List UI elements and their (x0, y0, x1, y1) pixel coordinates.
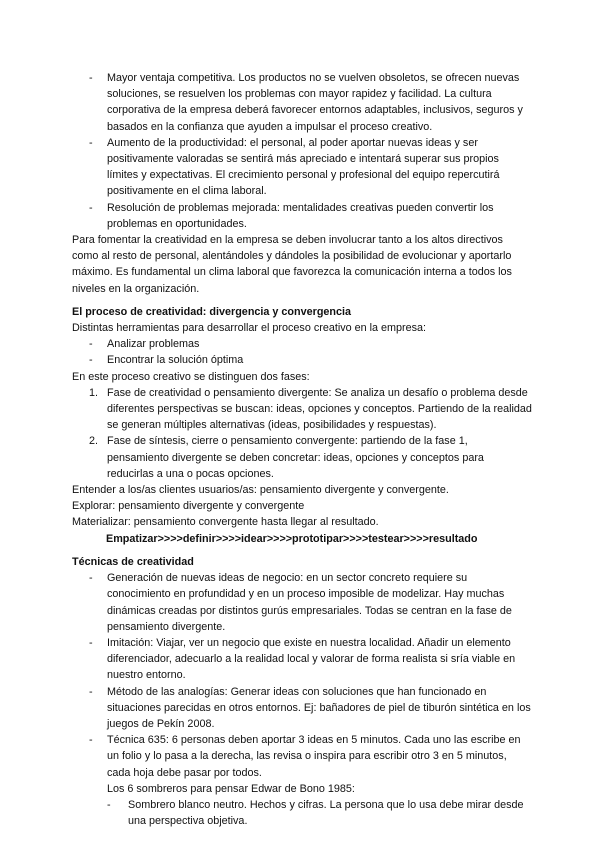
explorar-line: Explorar: pensamiento divergente y convergente (72, 500, 305, 513)
section-heading-tecnicas: Técnicas de creatividad (72, 555, 194, 568)
list-item: - Mayor ventaja competitiva. Los productos no se vuelven obsoletos, se ofrecen nuevas soluciones, se resuelven los problemas con mayor rapidez y facilidad. La cultura corporativa de la empresa deberá favorecer entornos adaptables, inclusivos, seguros y basados en la confianza que ayuden a impulsar el proceso creativo. (72, 70, 532, 135)
fomentar-paragraph: Para fomentar la creatividad en la empresa se deben involucrar tanto a los altos directivos como al resto de personal, alentándoles y dándoles la posibilidad de evolucionar y aportarlo máximo. Es fundamental un clima laboral que favorezca la comunicación interna a todos los niveles en la organización. (72, 234, 512, 295)
list-number: 1. (89, 386, 99, 399)
techniques-list (72, 570, 532, 781)
benefits-list (72, 70, 532, 232)
tools-intro: Distintas herramientas para desarrollar el proceso creativo en la empresa: (72, 322, 427, 335)
list-item: - Generación de nuevas ideas de negocio: en un sector concreto requiere su conocimiento en profundidad y en un proceso imposible de modelizar. Hay muchas dinámicas creadas por distintos gurús empresariales. Todas se centran en la fase de pensamiento divergente. (72, 570, 532, 635)
list-text: Fase de síntesis, cierre o pensamiento convergente: partiendo de la fase 1, pensamiento divergente se deben concretar: ideas, opciones y conceptos para reducirlas a una o pocas opciones. (107, 435, 484, 480)
phases-list (72, 385, 532, 482)
entender-line: Entender a los/as clientes usuarios/as: pensamiento divergente y convergente. (72, 484, 449, 497)
list-item: - Sombrero blanco neutro. Hechos y cifras. La persona que lo usa debe mirar desde una perspectiva objetiva. (72, 797, 532, 829)
list-text: Fase de creatividad o pensamiento divergente: Se analiza un desafío o problema desde diferentes perspectivas se buscan: ideas, opciones y conceptos. Partiendo de la realidad se generan múltiples alternativas (ideas, posibilidades y respuestas). (107, 386, 532, 432)
list-item (72, 385, 532, 434)
list-item: - Técnica 635: 6 personas deben aportar 3 ideas en 5 minutos. Cada uno las escribe en un folio y lo pasa a la derecha, las revisa o inspira para escribir otro 3 en 5 minutos, cada hoja debe pasar por todos. (72, 732, 532, 781)
list-item: - Analizar problemas (72, 336, 532, 352)
list-item: - Resolución de problemas mejorada: mentalidades creativas pueden convertir los problemas en oportunidades. (72, 200, 532, 232)
phases-intro: En este proceso creativo se distinguen dos fases: (72, 370, 310, 383)
list-item (72, 433, 532, 482)
sombreros-intro: Los 6 sombreros para pensar Edwar de Bono 1985: (107, 782, 355, 795)
list-item: - Encontrar la solución óptima (72, 352, 532, 368)
process-flow: Empatizar>>>>definir>>>>idear>>>>prototipar>>>>testear>>>>resultado (106, 532, 478, 545)
list-number: 2. (89, 435, 99, 448)
page-content (72, 70, 532, 829)
section-heading-proceso: El proceso de creatividad: divergencia y convergencia (72, 305, 352, 318)
list-item: - Imitación: Viajar, ver un negocio que existe en nuestra localidad. Añadir un elemento diferenciador, adecuarlo a la realidad local y valorar de forma realista si sría viable en nuestro entorno. (72, 635, 532, 684)
list-item: - Aumento de la productividad: el personal, al poder aportar nuevas ideas y ser positivamente valoradas se sentirá más apreciado e intentará superar sus propios límites y expectativas. El crecimiento personal y profesional del equipo repercutirá positivamente en el clima laboral. (72, 135, 532, 200)
tools-list (72, 336, 532, 368)
list-item: - Método de las analogías: Generar ideas con soluciones que han funcionado en situaciones parecidas en otros entornos. Ej: bañadores de piel de tiburón sintética en los juegos de Pekín 2008. (72, 684, 532, 733)
materializar-line: Materializar: pensamiento convergente hasta llegar al resultado. (72, 516, 379, 529)
sombreros-list (72, 797, 532, 829)
